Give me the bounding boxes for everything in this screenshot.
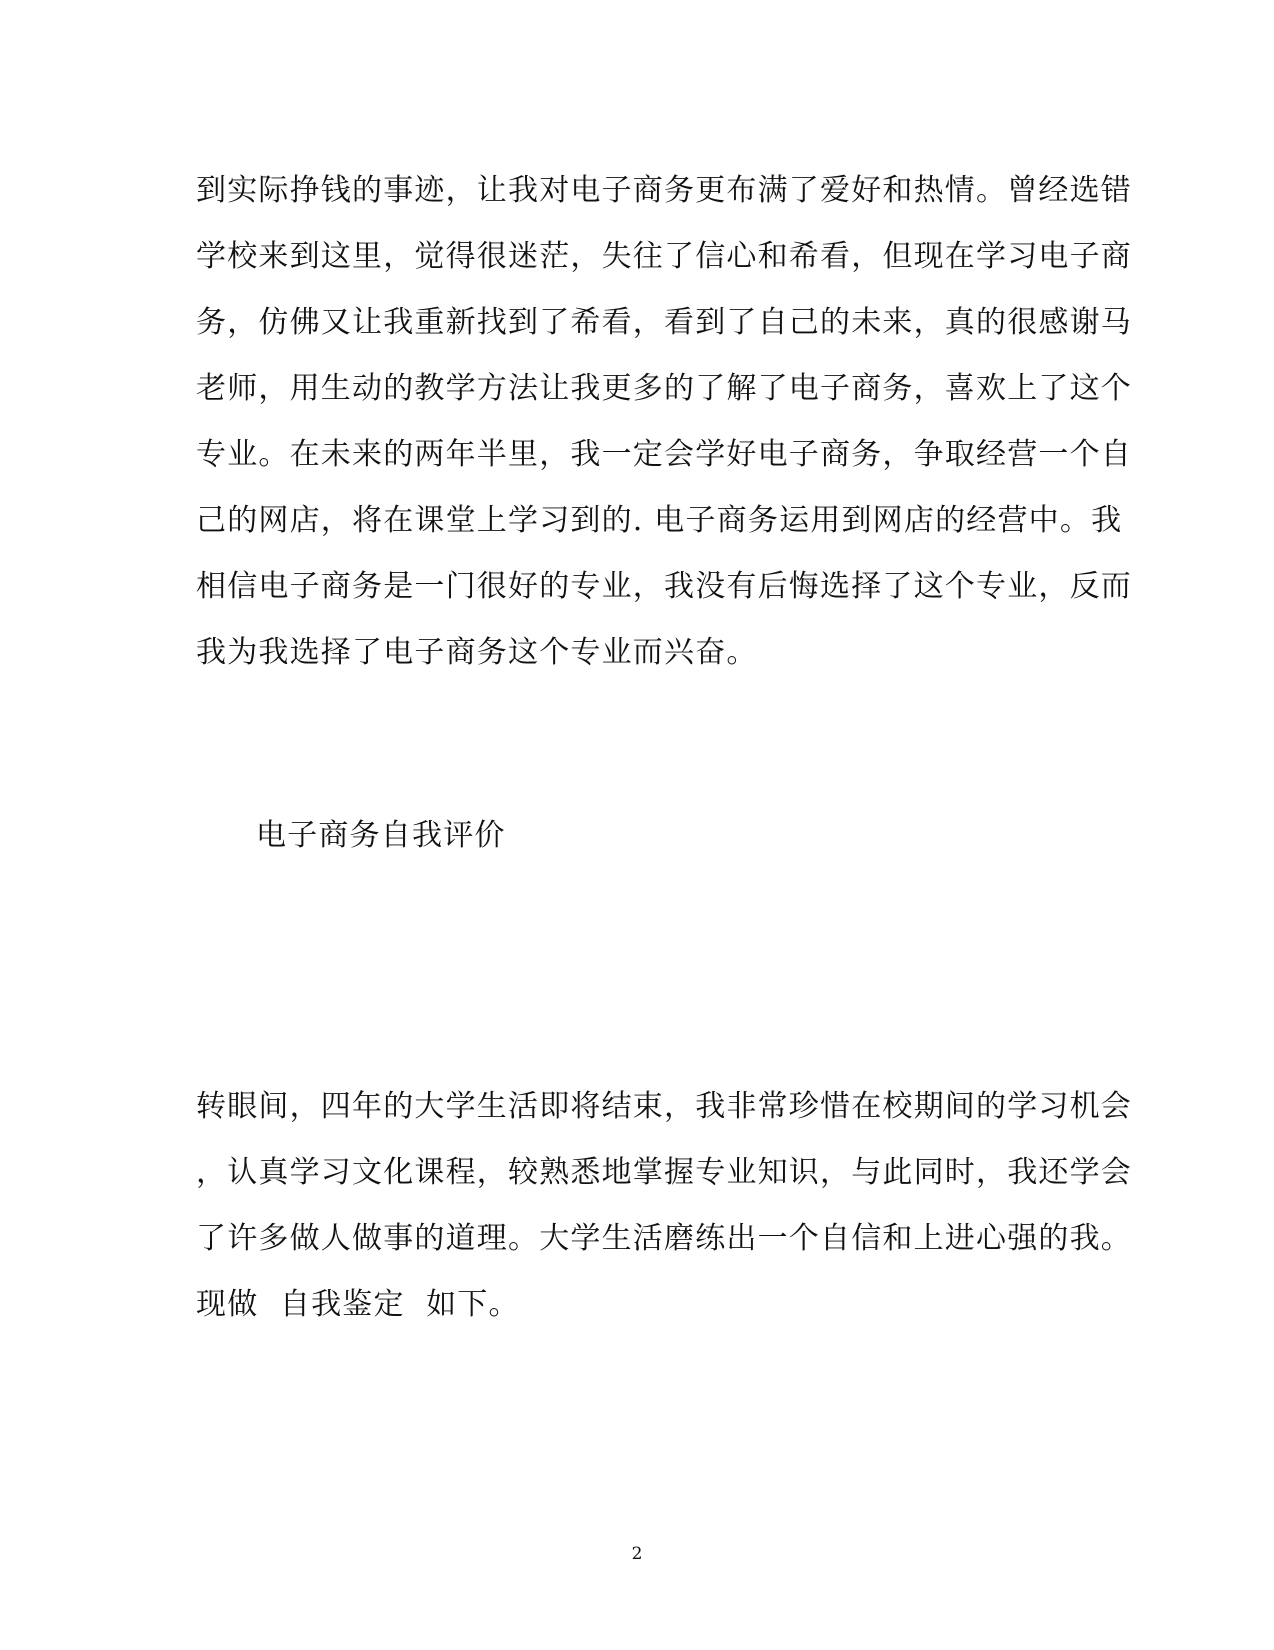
paragraph-line: 务，仿佛又让我重新找到了希看，看到了自己的未来，真的很感谢马 (196, 305, 1132, 340)
body-paragraph (196, 1074, 1132, 1338)
paragraph-line: 学校来到这里，觉得很迷茫，失往了信心和希看，但现在学习电子商 (196, 239, 1132, 274)
paragraph-line: 相信电子商务是一门很好的专业，我没有后悔选择了这个专业，反而 (196, 569, 1132, 604)
paragraph-line: 老师，用生动的教学方法让我更多的了解了电子商务，喜欢上了这个 (196, 371, 1132, 406)
paragraph-line: ，认真学习文化课程，较熟悉地掌握专业知识，与此同时，我还学会 (196, 1155, 1132, 1190)
paragraph-line: 己的网店，将在课堂上学习到的. 电子商务运用到网店的经营中。我 (196, 503, 1123, 538)
page-number: 2 (631, 1544, 643, 1564)
paragraph-line: 了许多做人做事的道理。大学生活磨练出一个自信和上进心强的我。 (196, 1221, 1132, 1256)
body-paragraph (196, 158, 1132, 686)
paragraph-line: 专业。在未来的两年半里，我一定会学好电子商务，争取经营一个自 (196, 437, 1132, 472)
paragraph-line: 我为我选择了电子商务这个专业而兴奋。 (196, 635, 758, 670)
paragraph-line: 转眼间，四年的大学生活即将结束，我非常珍惜在校期间的学习机会 (196, 1089, 1132, 1124)
section-heading: 电子商务自我评价 (256, 818, 506, 853)
paragraph-line: 现做 自我鉴定 如下。 (196, 1287, 520, 1322)
paragraph-line: 到实际挣钱的事迹，让我对电子商务更布满了爱好和热情。曾经选错 (196, 173, 1132, 208)
